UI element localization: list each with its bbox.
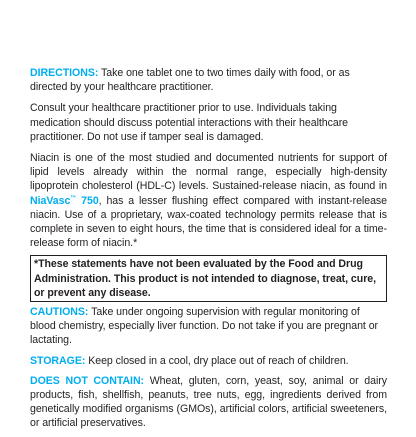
- niacin-paragraph: [30, 151, 387, 250]
- niavasc-brand-text: NiaVasc: [30, 194, 71, 207]
- storage-section: [30, 354, 387, 368]
- cautions-text: Take under ongoing supervision with regular monitoring of blood chemistry, especially liver function. Do not take if you are pregnant or lactating.: [30, 306, 379, 347]
- directions-text: Take one tablet one to two times daily with food, or as directed by your healthcare practitioner.: [30, 67, 350, 94]
- trademark-symbol: ™: [70, 195, 77, 202]
- supplement-label-panel: [30, 66, 387, 437]
- does-not-contain-heading: DOES NOT CONTAIN:: [30, 374, 145, 387]
- consult-paragraph: [30, 101, 387, 144]
- storage-text: Keep closed in a cool, dry place out of reach of children.: [85, 354, 349, 367]
- fda-disclaimer-text: *These statements have not been evaluated by the Food and Drug Administration. This product is not intended to diagnose, treat, cure, or prevent any disease.: [34, 258, 376, 299]
- niacin-text-after: , has a lesser flushing effect compared with instant-release niacin. Use of a proprietary, wax-coated technology permits release that is complete in seven to eight hours, the time that is considered ideal for a time-release form of niacin.*: [30, 194, 388, 250]
- cautions-section: [30, 305, 387, 348]
- directions-heading: DIRECTIONS:: [30, 67, 99, 79]
- niacin-text-before: Niacin is one of the most studied and documented nutrients for support of lipid levels already within the normal range, especially high-density lipoprotein cholesterol (HDL-C) levels. Sustained-release niacin, as found in: [30, 152, 387, 193]
- does-not-contain-text: Wheat, gluten, corn, yeast, soy, animal or dairy products, fish, shellfish, peanuts, tree nuts, egg, ingredients derived from genetically modified organisms (GMOs), artificial colors, artificial sweeteners, or artificial preservatives.: [30, 374, 387, 430]
- niavasc-brand-number: 750: [76, 194, 99, 207]
- consult-text: Consult your healthcare practitioner prior to use. Individuals taking medication should discuss potential interactions with their healthcare practitioner. Do not use if tamper seal is damaged.: [30, 102, 349, 143]
- directions-section: [30, 66, 387, 94]
- does-not-contain-section: [30, 374, 387, 431]
- cautions-heading: CAUTIONS:: [30, 306, 89, 319]
- storage-heading: STORAGE:: [30, 354, 86, 367]
- niavasc-brand-name: [30, 195, 99, 207]
- fda-disclaimer-box: [30, 255, 387, 302]
